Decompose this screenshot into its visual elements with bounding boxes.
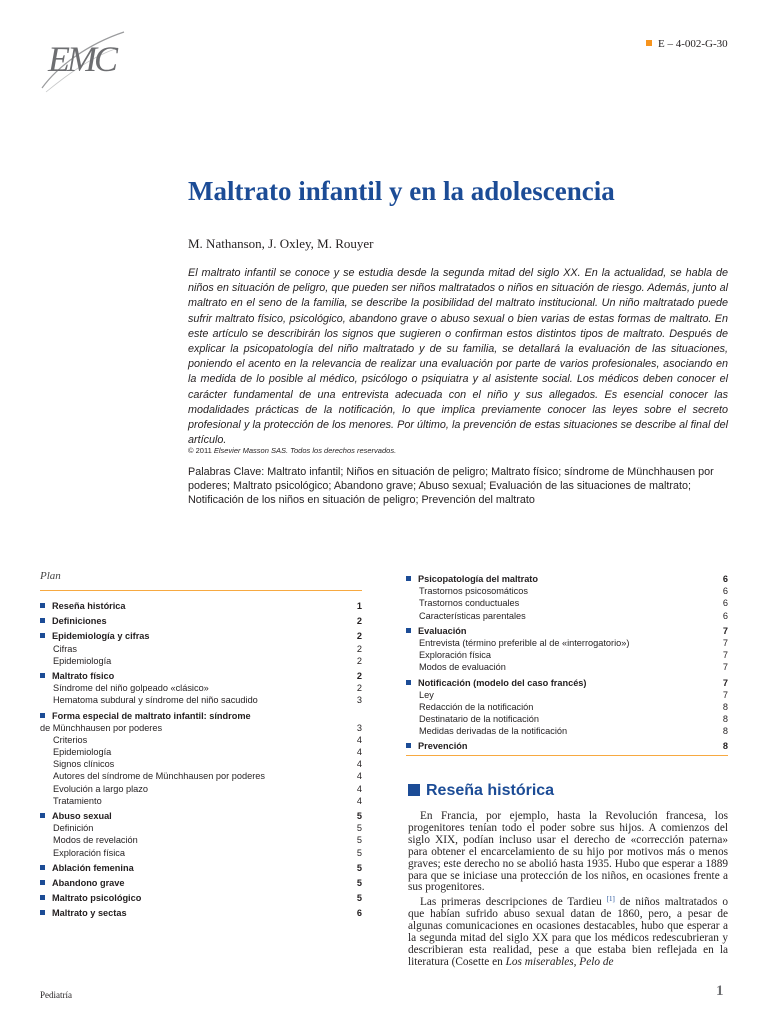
toc-entry[interactable] (40, 783, 362, 795)
toc-entry-page: 2 (356, 655, 362, 666)
toc-entry[interactable] (40, 907, 362, 919)
book-titles: Los miserables, Pelo de (505, 955, 614, 968)
section-square-icon (408, 784, 420, 796)
paragraph (408, 894, 728, 968)
toc-entry-page: 5 (356, 877, 362, 888)
toc-entry-title: Psicopatología del maltrato (418, 574, 538, 584)
toc-entry[interactable] (40, 758, 362, 770)
copyright-prefix: © 2011 (188, 446, 212, 455)
toc-entry-page: 3 (356, 695, 362, 706)
toc-entry[interactable] (40, 834, 362, 846)
toc-entry[interactable] (40, 615, 362, 627)
toc-entry-page: 4 (356, 747, 362, 758)
toc-entry[interactable] (406, 661, 728, 673)
toc-entry[interactable] (40, 694, 362, 706)
toc-entry[interactable] (406, 625, 728, 637)
article-authors: M. Nathanson, J. Oxley, M. Rouyer (188, 236, 374, 251)
toc-entry-page: 4 (356, 795, 362, 806)
toc-entry-page: 7 (722, 662, 728, 673)
toc-entry[interactable] (406, 689, 728, 701)
page-number: 1 (716, 983, 724, 999)
toc-bullet-icon (406, 680, 411, 685)
toc-divider (406, 755, 728, 756)
emc-logo (38, 26, 128, 96)
toc-entry-title: Maltrato y sectas (52, 908, 127, 919)
toc-entry-page: 6 (722, 586, 728, 597)
table-of-contents-left (40, 597, 362, 920)
toc-entry-page: 2 (356, 631, 362, 642)
toc-entry[interactable] (406, 677, 728, 689)
toc-bullet-icon (40, 618, 45, 623)
toc-entry[interactable] (40, 600, 362, 612)
toc-entry[interactable] (40, 862, 362, 874)
toc-entry-title: Evaluación (418, 625, 467, 636)
toc-bullet-icon (40, 865, 45, 870)
toc-entry-page: 6 (356, 908, 362, 919)
toc-entry-page: 5 (356, 811, 362, 821)
toc-entry-page: 8 (722, 701, 728, 712)
toc-entry-page: 4 (356, 771, 362, 782)
logo-text: EMC (48, 39, 115, 79)
toc-entry-title: Forma especial de maltrato infantil: síndrome (52, 710, 251, 721)
toc-entry[interactable] (406, 610, 728, 622)
keywords-list: Maltrato infantil; Niños en situación de peligro; Maltrato físico; síndrome de Münchhausen por poderes; Maltrato psicológico; Abandono grave; Abuso sexual; Evaluación de las situaciones de maltrato; Notificación de los niños en situación de peligro; Prevención del maltrato (188, 466, 714, 506)
toc-entry-title: Abuso sexual (52, 811, 112, 821)
toc-entry-page: 7 (722, 625, 728, 636)
toc-entry-title: Epidemiología y cifras (52, 631, 150, 642)
toc-entry-page: 8 (722, 726, 728, 737)
toc-entry[interactable] (406, 725, 728, 737)
toc-entry-page: 5 (356, 823, 362, 834)
toc-entry-page: 2 (356, 616, 362, 627)
toc-entry-title: Entrevista (término preferible al de «interrogatorio») (419, 637, 630, 648)
toc-entry[interactable] (406, 649, 728, 661)
toc-entry-title: Destinatario de la notificación (419, 714, 540, 725)
toc-entry-page: 4 (356, 734, 362, 745)
toc-entry-page: 5 (356, 835, 362, 846)
toc-entry[interactable] (406, 573, 728, 585)
paragraph-text: Las primeras descripciones de Tardieu (420, 896, 602, 909)
toc-entry[interactable] (40, 643, 362, 655)
toc-entry-page: 4 (356, 759, 362, 770)
copyright-notice (188, 446, 396, 455)
toc-bullet-icon (40, 633, 45, 638)
toc-entry[interactable] (40, 734, 362, 746)
keywords-label: Palabras Clave: (188, 466, 265, 478)
toc-entry-title: Características parentales (419, 610, 526, 621)
toc-bullet-icon (40, 910, 45, 915)
toc-bullet-icon (406, 743, 411, 748)
table-of-contents-right (406, 570, 728, 753)
toc-entry[interactable] (40, 892, 362, 904)
toc-entry-title: Exploración física (53, 847, 126, 858)
toc-entry[interactable] (40, 795, 362, 807)
toc-entry-title: Cifras (53, 643, 77, 654)
toc-entry-page: 2 (356, 683, 362, 694)
journal-name: Pediatría (40, 990, 72, 1000)
toc-entry-page: 6 (722, 598, 728, 609)
article-reference (646, 38, 728, 50)
toc-entry-page: 2 (356, 670, 362, 681)
toc-entry-page: 7 (722, 650, 728, 661)
orange-square-icon (646, 40, 652, 46)
reference-code: E – 4-002-G-30 (658, 38, 728, 50)
toc-entry[interactable] (40, 847, 362, 859)
toc-bullet-icon (40, 673, 45, 678)
section-heading (408, 782, 554, 800)
toc-entry[interactable] (40, 822, 362, 834)
toc-entry[interactable] (406, 637, 728, 649)
toc-entry-title: Redacción de la notificación (419, 701, 534, 712)
toc-entry-title: Epidemiología (53, 655, 112, 666)
toc-bullet-icon (40, 895, 45, 900)
toc-entry-title: Abandono grave (52, 877, 125, 888)
toc-entry[interactable] (40, 810, 362, 822)
toc-entry[interactable] (40, 670, 362, 682)
toc-entry-page: 8 (722, 741, 728, 752)
toc-entry-title: Autores del síndrome de Münchhausen por poderes (53, 771, 265, 782)
toc-entry-title: Trastornos psicosomáticos (419, 586, 528, 597)
toc-entry-title: Maltrato psicológico (52, 893, 142, 904)
paragraph: En Francia, por ejemplo, hasta la Revolución francesa, los progenitores tenían todo el poder sobre sus hijos. A comienzos del siglo XIX, podían incluso usar el derecho de «corrección paterna» para obtener el encarcelamiento de su hijo por motivos más o menos graves; este derecho no se abolió hasta 1935. Hubo que esperar a 1889 para que se iniciase una protección de los niños, en ocasiones frente a sus progenitores. (408, 810, 728, 894)
toc-entry-title: Signos clínicos (53, 759, 115, 770)
toc-entry-title: Exploración física (419, 650, 492, 661)
toc-bullet-icon (40, 813, 45, 818)
toc-entry[interactable] (40, 682, 362, 694)
toc-entry[interactable] (40, 655, 362, 667)
toc-entry-title: Síndrome del niño golpeado «clásico» (53, 683, 209, 694)
toc-entry-page: 7 (722, 637, 728, 648)
section-body (408, 811, 728, 969)
toc-entry-page: 5 (356, 862, 362, 873)
toc-entry[interactable] (406, 740, 728, 752)
toc-entry-page: 8 (722, 714, 728, 725)
toc-entry-title: Tratamiento (53, 795, 102, 806)
toc-entry[interactable] (40, 722, 362, 734)
section-heading-text: Reseña histórica (426, 782, 555, 799)
toc-entry[interactable] (406, 713, 728, 725)
toc-entry[interactable] (406, 597, 728, 609)
toc-entry-title: Definición (53, 823, 94, 834)
toc-entry-title: Ley (419, 689, 434, 700)
toc-bullet-icon (40, 713, 45, 718)
toc-entry-title: Ablación femenina (52, 862, 134, 873)
toc-entry[interactable] (406, 585, 728, 597)
toc-entry-title: Notificación (modelo del caso francés) (418, 677, 587, 688)
toc-entry-title: Medidas derivadas de la notificación (419, 726, 568, 737)
toc-entry-title: Definiciones (52, 616, 107, 627)
toc-entry-page: 5 (356, 893, 362, 904)
toc-bullet-icon (406, 628, 411, 633)
toc-entry-title: Epidemiología (53, 747, 112, 758)
toc-bullet-icon (40, 603, 45, 608)
toc-entry-title: Criterios (53, 734, 88, 745)
toc-entry-page: 2 (356, 643, 362, 654)
toc-entry[interactable] (40, 770, 362, 782)
toc-entry[interactable] (406, 701, 728, 713)
copyright-text: Elsevier Masson SAS. Todos los derechos reservados. (213, 446, 397, 455)
plan-label: Plan (40, 570, 61, 582)
toc-entry-page: 5 (356, 847, 362, 858)
toc-entry-title: Modos de revelación (53, 835, 138, 846)
toc-entry-page: 6 (722, 574, 728, 584)
toc-entry-title: Modos de evaluación (419, 662, 506, 673)
toc-entry[interactable] (40, 746, 362, 758)
toc-entry-title: Evolución a largo plazo (53, 783, 148, 794)
toc-entry-page: 7 (722, 677, 728, 688)
paragraph-text: de niños maltratados o que habían sufrido abuso sexual datan de 1860, pero, a pesar de algunas comunicaciones en ocasiones destacables, hubo que esperar a la segunda mitad del siglo XX para que los médicos redescubrieran y describieran esta realidad, pese a que estaba bien reflejada en la literatura (Cosette en (408, 896, 728, 968)
toc-entry[interactable] (40, 630, 362, 642)
article-abstract: El maltrato infantil se conoce y se estudia desde la segunda mitad del siglo XX. En la actualidad, se habla de niños en situación de peligro, que pueden ser niños maltratados o niños en situación de riesgo. Además, junto al maltrato en el seno de la familia, se describe la posibilidad del maltrato institucional. Un niño maltratado puede sufrir maltrato físico, psicológico, abandono grave o abuso sexual o bien varias de estas formas de maltrato. En este artículo se describirán los signos que sugieren o confirman estos distintos tipos de maltrato. Después de explicar la psicopatología del niño maltratado y de su familia, se detallará la evaluación de las situaciones, poniendo el acento en la relevancia de realizar una evaluación por parte de varios profesionales, asociando en la medida de lo posible al médico, psicólogo o psiquiatra y al asistente social. Los médicos deben conocer el carácter fundamental de una entrevista adecuada con el niño y sus allegados. Es esencial conocer las modalidades prácticas de la notificación, lo que implica previamente conocer las leyes sobre el secreto profesional y la protección de los menores. Por último, la prevención de estas situaciones se describe al final del artículo. (188, 267, 728, 447)
toc-entry-title: Maltrato físico (52, 670, 115, 681)
toc-entry[interactable] (40, 710, 362, 722)
toc-bullet-icon (40, 880, 45, 885)
citation-link[interactable]: [1] (606, 895, 615, 904)
toc-bullet-icon (406, 576, 411, 581)
toc-entry-page: 1 (356, 601, 362, 611)
toc-entry-page: 6 (722, 610, 728, 621)
toc-entry[interactable] (40, 877, 362, 889)
toc-entry-title: Prevención (418, 741, 468, 752)
toc-entry-page: 4 (356, 783, 362, 794)
toc-entry-title: Reseña histórica (52, 601, 126, 611)
toc-entry-page: 7 (722, 689, 728, 700)
article-title: Maltrato infantil y en la adolescencia (188, 176, 615, 206)
toc-entry-title: Hematoma subdural y síndrome del niño sacudido (53, 695, 258, 706)
plan-divider (40, 590, 362, 591)
toc-entry-title: Trastornos conductuales (419, 598, 520, 609)
keywords-block (188, 465, 728, 507)
toc-entry-title: de Münchhausen por poderes (40, 722, 163, 733)
toc-entry-page: 3 (356, 722, 362, 733)
